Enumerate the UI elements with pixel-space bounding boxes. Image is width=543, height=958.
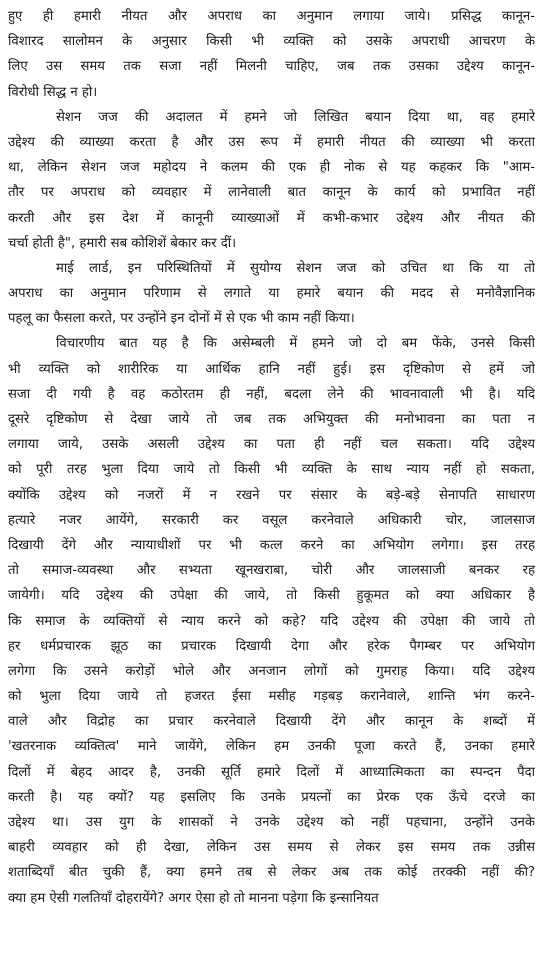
text-line: लगाया जाये, उसके असली उद्देश्य का पता ही नहीं चल सकता। यदि उद्देश्य xyxy=(8,437,535,453)
text-line: सजा दी गयी है वह कठोरतम ही नहीं, बदला लेने की भावनावाली भी है। यदि xyxy=(8,386,535,402)
text-line: दूसरे दृष्टिकोण से देखा जाये तो जब तक अभियुक्त की मनोभावना का पता न xyxy=(8,412,535,427)
text-line: पहलू का फैसला करते, पर उन्होंने इन दोनों में से एक भी काम नहीं किया। xyxy=(8,311,355,327)
text-line: दिलों में बेहद आदर है, उनकी सूर्ति हमारे दिलों में आध्यात्मिकता का स्पन्दन पैदा xyxy=(8,764,535,780)
text-line: उद्देश्य की व्याख्या करता है और उस रूप में हमारी नीयत की व्याख्या भी करता xyxy=(8,134,535,150)
text-line: लिए उस समय तक सजा नहीं मिलनी चाहिए, जब तक उसका उद्देश्य कानून- xyxy=(8,59,535,75)
text-line: उद्देश्य था। उस युग के शासकों ने उनके उद्देश्य को नहीं पहचाना, उन्होंने उनके xyxy=(8,815,535,830)
text-line: विरोधी सिद्ध न हो। xyxy=(8,84,98,100)
text-line: जायेगी। यदि उद्देश्य की उपेक्षा की जाये, तो किसी हुकूमत को क्या अधिकार है xyxy=(8,588,535,604)
text-line: कि समाज के व्यक्तियों से न्याय करने को कहे? यदि उद्देश्य की उपेक्षा की जाये तो xyxy=(8,613,535,629)
text-line: को भुला दिया जाये तो हजरत ईसा मसीह गड़बड़ करानेवाले, शान्ति भंग करने- xyxy=(8,689,535,705)
text-line: तौर पर अपराध को व्यवहार में लानेवाली बात कानून के कार्य को प्रभावित नहीं xyxy=(8,185,535,201)
text-line: सेशन जज की अदालत में हमने जो लिखित बयान दिया था, वह हमारे xyxy=(56,109,535,125)
text-line: विचारणीय बात यह है कि असेम्बली में हमने जो दो बम फेंके, उनसे किसी xyxy=(56,336,535,352)
text-line: करती है। यह क्यों? यह इसलिए कि उनके प्रयत्नों का प्रेरक एक ऊँचे दरजे का xyxy=(8,789,535,805)
text-line: माई लार्ड, इन परिस्थितियों में सुयोग्य सेशन जज को उचित था कि या तो xyxy=(56,260,535,276)
text-line: था, लेकिन सेशन जज महोदय ने कलम की एक ही नोक से यह कहकर कि "आम- xyxy=(8,160,535,176)
text-line: करती और इस देश में कानूनी व्याख्याओं में कभी-कभार उद्देश्य और नीयत की xyxy=(8,210,535,226)
text-line: तो समाज-व्यवस्था और सभ्यता खूनखराबा, चोरी और जालसाजी बनकर रह xyxy=(8,563,535,579)
text-line: वाले और विद्रोह का प्रचार करनेवाले दिखायी देंगे और कानून के शब्दों में xyxy=(8,714,535,730)
text-line: बाहरी व्यवहार को ही देखा, लेकिन उस समय से लेकर इस समय तक उन्नीस xyxy=(8,840,535,856)
paragraph xyxy=(8,4,535,105)
text-line: दिखायी देंगे और न्यायाधीशों पर भी कत्ल करने का अभियोग लगेगा। इस तरह xyxy=(8,537,535,553)
text-line: हत्यारे नजर आयेंगे, सरकारी कर वसूल करनेवाले अधिकारी चोर, जालसाज xyxy=(8,512,535,528)
text-line: शताब्दियाँ बीत चुकी हैं, क्या हमने तब से लेकर अब तक कोई तरक्की नहीं की? xyxy=(8,865,535,881)
text-line: विशारद सालोमन के अनुसार किसी भी व्यक्ति को उसके अपराधी आचरण के xyxy=(8,34,535,50)
paragraph xyxy=(8,331,535,910)
text-line: अपराध का अनुमान परिणाम से लगाते या हमारे बयान की मदद से मनोवैज्ञानिक xyxy=(8,286,535,302)
text-line: चर्चा होती है", हमारी सब कोशिशें बेकार कर दीं। xyxy=(8,235,237,251)
text-line: लगेगा कि उसने करोड़ों भोले और अनजान लोगों को गुमराह किया। यदि उद्देश्य xyxy=(8,663,535,679)
paragraph xyxy=(8,256,535,332)
text-line: भी व्यक्ति को शारीरिक या आर्थिक हानि नहीं हुई। इस दृष्टिकोण से हमें जो xyxy=(8,361,535,377)
text-line: को पूरी तरह भुला दिया जाये तो किसी भी व्यक्ति के साथ न्याय नहीं हो सकता, xyxy=(8,462,535,478)
text-line: हर धर्मप्रचारक झूठ का प्रचारक दिखायी देगा और हरेक पैगम्बर पर अभियोग xyxy=(8,638,535,654)
text-line: क्या हम ऐसी गलतियाँ दोहरायेंगे? अगर ऐसा हो तो मानना पड़ेगा कि इन्सानियत xyxy=(8,890,379,906)
paragraph xyxy=(8,105,535,256)
text-line: हुए ही हमारी नीयत और अपराध का अनुमान लगाया जाये। प्रसिद्ध कानून- xyxy=(8,9,535,24)
text-line: क्योंकि उद्देश्य को नजरों में न रखने पर संसार के बड़े-बड़े सेनापति साधारण xyxy=(8,487,535,503)
text-line: 'खतरनाक व्यक्तित्व' माने जायेंगे, लेकिन हम उनकी पूजा करते हैं, उनका हमारे xyxy=(8,739,535,755)
